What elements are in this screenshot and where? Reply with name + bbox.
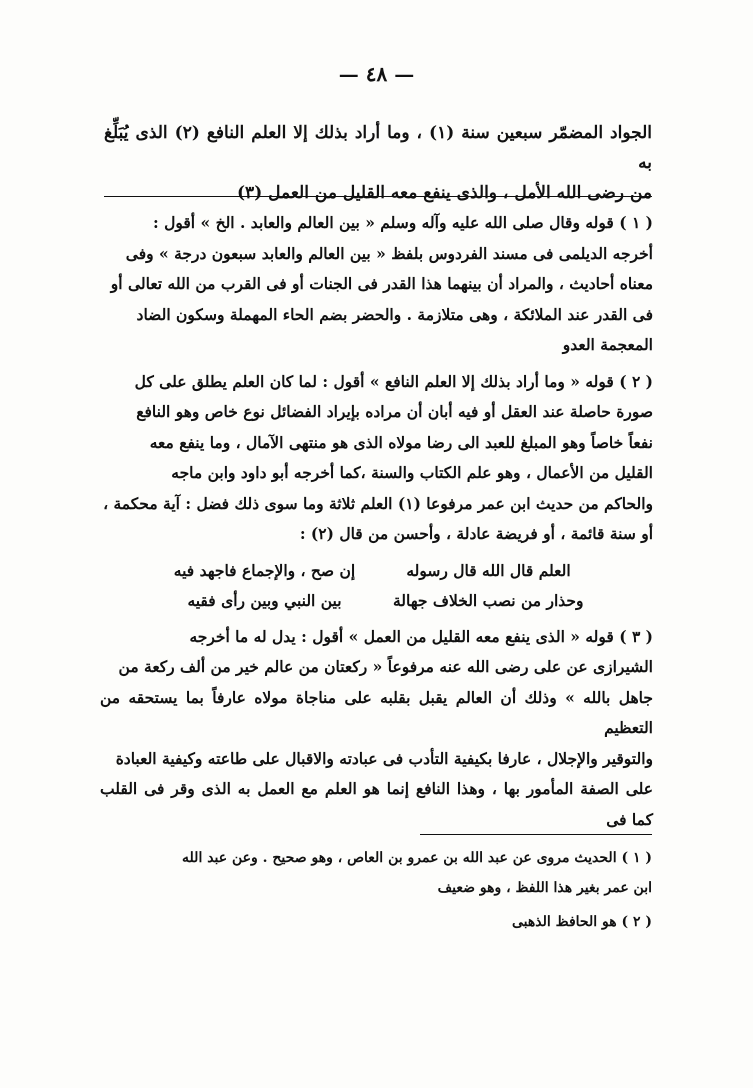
commentary-line: ( ١ ) قوله وقال صلى الله عليه وآله وسلم « بين العالم والعابد . الخ » أقول :: [153, 213, 653, 232]
commentary-note-3: [100, 622, 653, 836]
poem: [100, 556, 653, 616]
footnote-line: ( ١ ) الحديث مروى عن عبد الله بن عمرو بن العاص ، وهو صحيح . وعن عبد الله: [182, 850, 652, 866]
commentary-line: نفعاً خاصاً وهو المبلغ للعبد الى رضا مولاه الذى هو منتهى الآمال ، وما ينفع معه: [149, 432, 653, 452]
main-text: [104, 118, 652, 208]
poem-hemistich: العلم قال الله قال رسوله: [406, 560, 571, 580]
commentary-line: ( ٢ ) قوله « وما أراد بذلك إلا العلم النافع » أقول : لما كان العلم يطلق على كل: [134, 371, 653, 391]
footnotes-section: [104, 843, 652, 941]
commentary-line: ( ٣ ) قوله « الذى ينفع معه القليل من العمل » أقول : يدل له ما أخرجه: [189, 626, 653, 646]
footnote-2: [104, 907, 652, 937]
poem-hemistich: بين النبي وبين رأى فقيه: [187, 590, 342, 610]
commentary-line: على الصفة المأمور بها ، وهذا النافع إنما هو العلم مع العمل به الذى وقر فى القلب كما فى: [100, 779, 653, 829]
main-text-line: من رضى الله الأمل ، والذى ينفع معه القليل من العمل (٣): [237, 183, 652, 203]
footnote-rule: [420, 834, 652, 835]
commentary-line: والحاكم من حديث ابن عمر مرفوعا (١) العلم ثلاثة وما سوى ذلك فضل : آية محكمة ،: [103, 493, 653, 513]
commentary-line: أو سنة قائمة ، أو فريضة عادلة ، وأحسن من قال (٢) :: [299, 524, 653, 543]
commentary-line: صورة حاصلة عند العقل أو فيه أبان أن مراده بإيراد الفضائل نوع خاص وهو النافع: [136, 402, 653, 421]
poem-hemistich: وحذار من نصب الخلاف جهالة: [393, 590, 584, 610]
commentary-note-2: [100, 367, 653, 616]
poem-hemistich: إن صح ، والإجماع فاجهد فيه: [173, 560, 356, 580]
footnote-1: [104, 843, 652, 903]
commentary-line: القليل من الأعمال ، وهو علم الكتاب والسنة ،كما أخرجه أبو داود وابن ماجه: [171, 463, 653, 482]
commentary-line: والتوقير والإجلال ، عارفا بكيفية التأدب فى عبادته والاقبال على طاعته وكيفية العبادة: [115, 748, 653, 768]
footnote-line: ابن عمر بغير هذا اللفظ ، وهو ضعيف: [437, 880, 652, 896]
commentary-line: معناه أحاديث ، والمراد أن بينهما هذا القدر فى الجنات أو فى القرب من الله تعالى أو: [110, 274, 653, 293]
commentary-line: أخرجه الديلمى فى مسند الفردوس بلفظ « بين العالم والعابد سبعون درجة » وفى: [125, 243, 653, 263]
commentary-note-1: [100, 208, 653, 361]
main-text-line: الجواد المضمّر سبعين سنة (١) ، وما أراد بذلك إلا العلم النافع (٢) الذى يُبَلِّغ به: [104, 123, 652, 173]
poem-verse: [100, 556, 653, 586]
commentary-line: الشيرازى عن على رضى الله عنه مرفوعاً « ركعتان من عالم خير من ألف ركعة من: [118, 657, 653, 676]
commentary-line: فى القدر عند الملائكة ، وهى متلازمة . والحضر بضم الحاء المهملة وسكون الضاد: [136, 304, 653, 324]
commentary-line: جاهل بالله » وذلك أن العالم يقبل بقلبه على مناجاة مولاه عارفاً بما يستحقه من التعظيم: [100, 687, 653, 737]
separator-rule: [104, 196, 652, 197]
footnote-line: ( ٢ ) هو الحافظ الذهبى: [512, 914, 652, 930]
commentary-section: [100, 208, 653, 841]
commentary-line: المعجمة العدو: [562, 335, 653, 354]
page-number: — ٤٨ —: [338, 62, 415, 86]
poem-verse: [100, 586, 653, 616]
